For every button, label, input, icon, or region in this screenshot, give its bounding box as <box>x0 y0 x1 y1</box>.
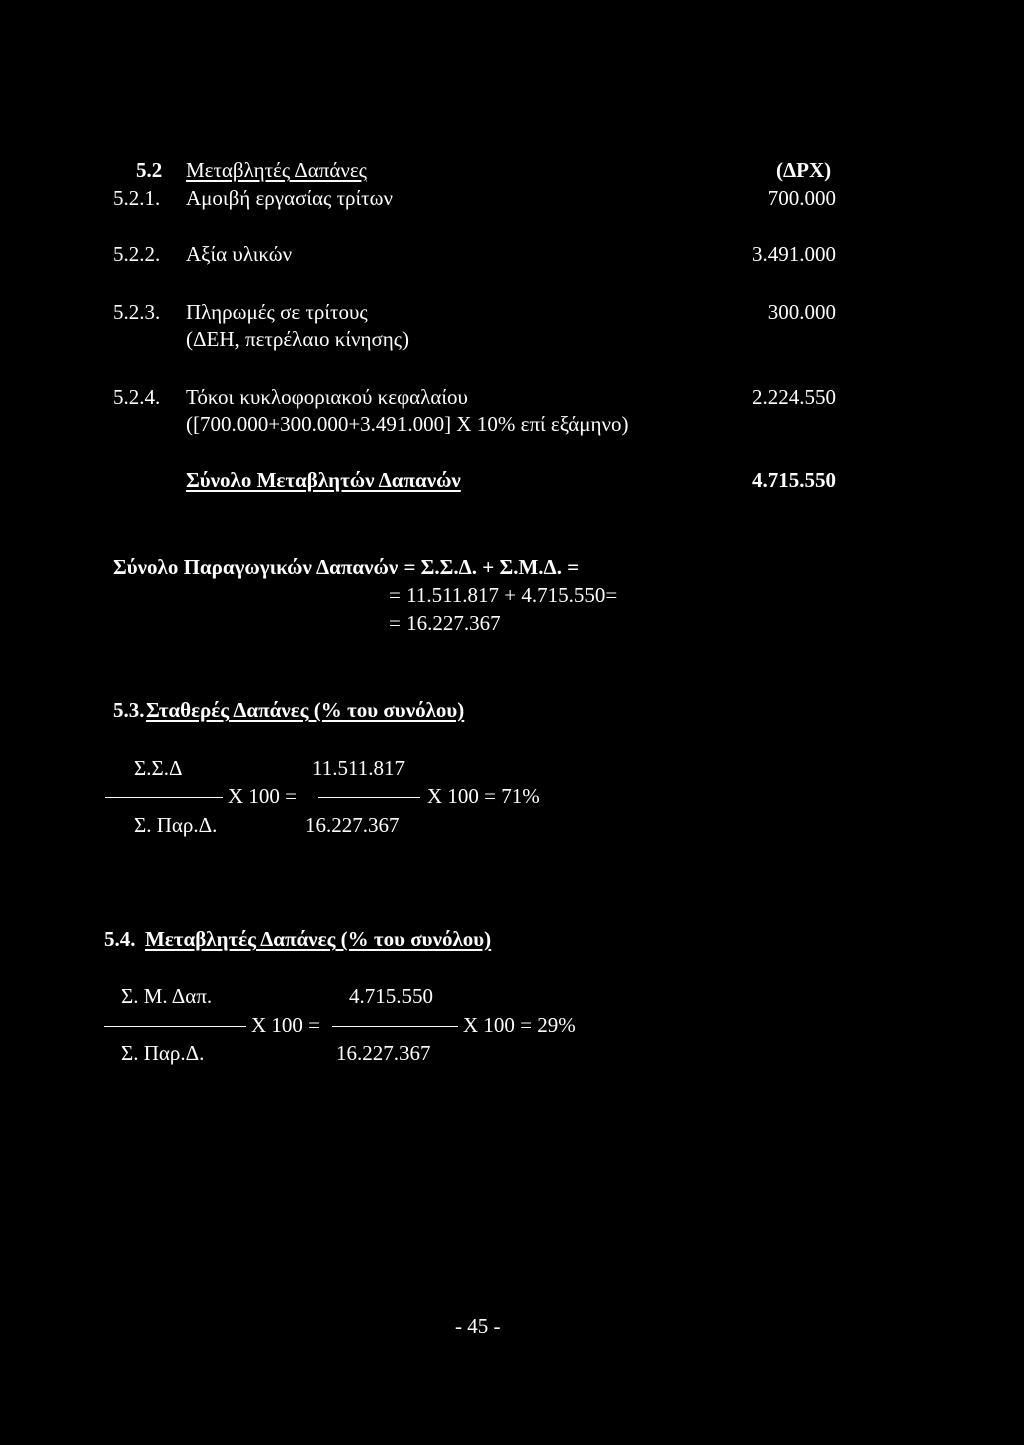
page-number: - 45 - <box>455 1314 501 1338</box>
total-variable-value: 4.715.550 <box>752 468 836 492</box>
fraction-bar <box>104 1026 246 1027</box>
denominator-value: 16.227.367 <box>305 813 400 837</box>
numerator-value: 11.511.817 <box>312 756 405 780</box>
item-number: 5.2.3. <box>113 300 161 324</box>
section-5-3-title: Σταθερές Δαπάνες (% του συνόλου) <box>146 698 465 722</box>
item-sublabel: ([700.000+300.000+3.491.000] Χ 10% επί εξάμηνο) <box>186 412 629 436</box>
item-label: Αμοιβή εργασίας τρίτων <box>186 186 393 210</box>
section-5-4-title: Μεταβλητές Δαπάνες (% του συνόλου) <box>145 927 492 951</box>
item-number: 5.2.1. <box>113 186 161 210</box>
multiplier-text: Χ 100 = <box>251 1013 321 1037</box>
fraction-bar <box>318 797 420 798</box>
production-total-sum: = 11.511.817 + 4.715.550= <box>389 583 618 607</box>
numerator-value: 4.715.550 <box>349 984 433 1008</box>
item-value: 700.000 <box>767 186 836 210</box>
section-5-2-title: Μεταβλητές Δαπάνες <box>186 158 368 182</box>
percentage-result: Χ 100 = 29% <box>463 1013 576 1037</box>
fraction-bar <box>332 1026 458 1027</box>
item-sublabel: (ΔΕΗ, πετρέλαιο κίνησης) <box>186 327 410 351</box>
section-5-3-number: 5.3. <box>113 698 145 722</box>
production-total-formula: Σύνολο Παραγωγικών Δαπανών = Σ.Σ.Δ. + Σ.Μ.Δ. = <box>113 555 580 579</box>
numerator-label: Σ.Σ.Δ <box>134 756 183 780</box>
item-value: 2.224.550 <box>752 385 836 409</box>
denominator-value: 16.227.367 <box>336 1041 431 1065</box>
numerator-label: Σ. Μ. Δαπ. <box>121 984 213 1008</box>
item-label: Πληρωμές σε τρίτους <box>186 300 368 324</box>
item-label: Τόκοι κυκλοφοριακού κεφαλαίου <box>186 385 468 409</box>
total-variable-label: Σύνολο Μεταβλητών Δαπανών <box>186 468 461 492</box>
item-value: 300.000 <box>767 300 836 324</box>
item-number: 5.2.4. <box>113 385 161 409</box>
denominator-label: Σ. Παρ.Δ. <box>134 813 218 837</box>
item-label: Αξία υλικών <box>186 242 293 266</box>
multiplier-text: Χ 100 = <box>228 784 298 808</box>
unit-label: (ΔΡΧ) <box>776 158 832 182</box>
section-5-4-number: 5.4. <box>104 927 136 951</box>
denominator-label: Σ. Παρ.Δ. <box>121 1041 205 1065</box>
percentage-result: Χ 100 = 71% <box>427 784 540 808</box>
item-number: 5.2.2. <box>113 242 161 266</box>
fraction-bar <box>105 797 223 798</box>
production-total-result: = 16.227.367 <box>389 611 501 635</box>
section-5-2-number: 5.2 <box>136 158 163 182</box>
item-value: 3.491.000 <box>752 242 836 266</box>
